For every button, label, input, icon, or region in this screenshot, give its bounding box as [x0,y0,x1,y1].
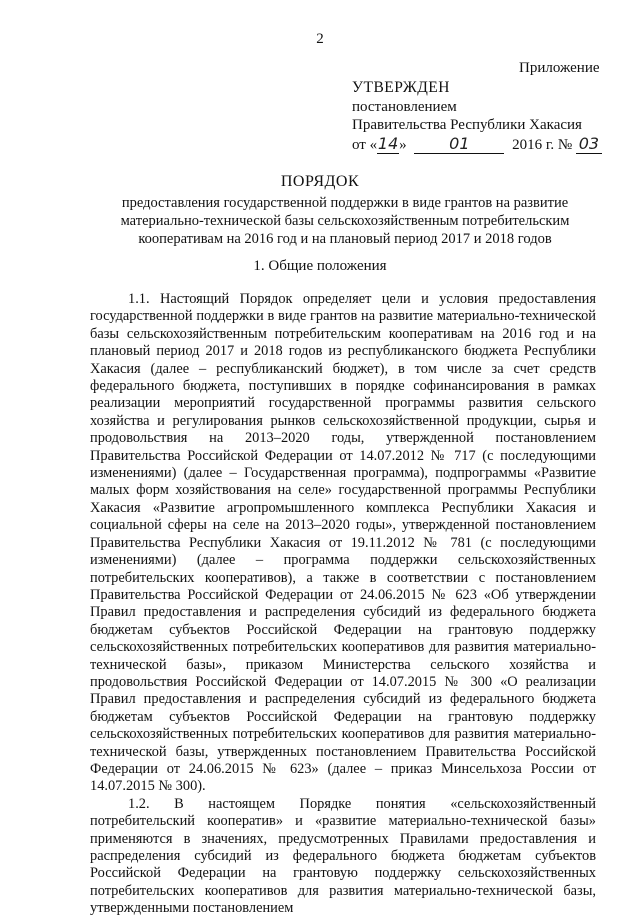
date-month: 01 [414,135,504,155]
appendix-label: Приложение [519,60,600,76]
document-title: ПОРЯДОК [280,173,360,190]
approval-title: УТВЕРЖДЕН [352,79,450,96]
paragraph-1-2: 1.2. В настоящем Порядке понятия «сельскохозяйственный потребительский кооператив» и «развитие материально-технической базы» применяются в значениях, предусмотренных Правилами предоставления и распределения субсидий из федерального бюджета бюджетам субъектов Российской Федерации на грантовую поддержку сельскохозяйственных потребительских кооперативов для развития материально-технической базы, утвержденными постановлением [90,795,596,917]
date-mid: » [399,136,407,153]
paragraph-1-1: 1.1. Настоящий Порядок определяет цели и условия предоставления государственной поддержки в виде грантов на развитие материально-технической базы сельскохозяйственным потребительским кооперативам на 2016 год и на плановый период 2017 и 2018 годов из республиканского бюджета Республики Хакасия (далее – республиканский бюджет), в том числе за счет средств федерального бюджета, поступивших в порядке софинансирования в рамках реализации мероприятий государственной программы развития сельского хозяйства и регулирования рынков сельскохозяйственной продукции, сырья и продовольствия на 2013–2020 годы, утвержденной постановлением Правительства Российской Федерации от 14.07.2012 № 717 (с последующими изменениями) (далее – Государственная программа), подпрограммы «Развитие малых форм хозяйствования на селе» государственной программы Республики Хакасия «Развитие агропромышленного комплекса Республики Хакасия и социальной сферы на селе на 2013–2020 годы», утвержденной постановлением Правительства Республики Хакасия от 19.11.2012 № 781 (с последующими изменениями) (далее – программа поддержки сельскохозяйственных потребительских кооперативов), а также в соответствии с постановлением Правительства Российской Федерации от 24.06.2015 № 623 «Об утверждении Правил предоставления и распределения субсидий из федерального бюджета бюджетам субъектов Российской Федерации на грантовую поддержку сельскохозяйственных потребительских кооперативов для развития материально-технической базы», приказом Министерства сельского хозяйства и продовольствия Российской Федерации от 14.07.2015 № 300 «О реализации Правил предоставления и распределения субсидий из федерального бюджета бюджетам субъектов Российской Федерации на грантовую поддержку сельскохозяйственных потребительских кооперативов для развития материально-технической базы, утвержденных постановлением Правительства Российской Федерации от 24.06.2015 № 623» (далее – приказ Минсельхоза России от 14.07.2015 № 300). [90,291,596,795]
approval-date-line [352,135,602,155]
approval-line-1: постановлением [352,98,457,115]
date-day: 14 [377,133,399,153]
approval-line-2: Правительства Республики Хакасия [352,117,582,133]
decree-number: 03 [576,135,602,155]
date-prefix: от « [352,136,378,153]
section-heading: 1. Общие положения [253,258,387,274]
document-subtitle: предоставления государственной поддержки в виде грантов на развитие материально-технической базы сельскохозяйственным потребительским кооперативам на 2016 год и на плановый период 2017 и 2018 годов [120,195,570,247]
date-year: 2016 г. № [512,136,573,153]
approval-block [352,79,602,154]
page-number: 2 [316,31,324,47]
body-text [90,291,596,918]
